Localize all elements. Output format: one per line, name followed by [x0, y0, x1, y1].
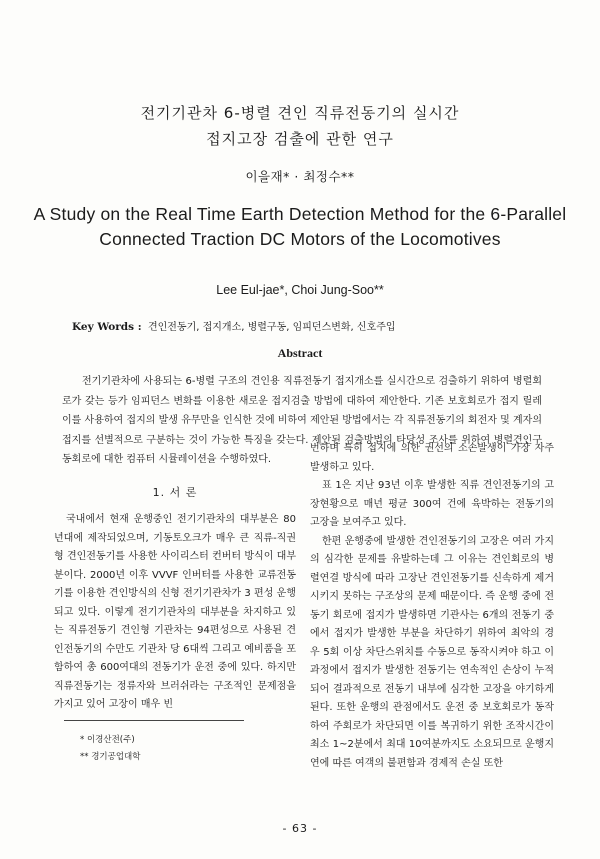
right-paragraph-1: 번하며 특히 접지에 의한 권선의 소손발생이 가장 자주 발생하고 있다. [310, 443, 554, 473]
keywords-value: 견인전동기, 접지개소, 병렬구동, 임피던스변화, 신호주입 [147, 322, 396, 333]
page-number: - 63 - [282, 822, 318, 835]
korean-title [0, 103, 600, 149]
right-paragraph-3: 한편 운행중에 발생한 견인전동기의 고장은 여러 가지의 심각한 문제를 유발하는데 그 이유는 견인회로의 병렬연결 방식에 따라 고장난 견인전동기를 신속하게 제거시키지 못하는 구조상의 문제 때문이다. 즉 운행 중에 전동기 회로에 접지가 발생하면 기관사는 6개의 전동기 중에서 접지가 발생한 부분을 차단하기 위하여 최악의 경우 5회 이상 차단스위치를 수동으로 동작시켜야 하고 이 과정에서 접지가 발생한 전동기는 연속적인 손상이 누적되어 결과적으로 전동기 내부에 심각한 고장을 야기하게 된다. 또한 운행의 관점에서도 운전 중 보호회로가 동작하여 주회로가 차단되면 이를 복귀하기 위한 조작시간이 최소 1~2분에서 최대 10여분까지도 소요되므로 운행지연에 따른 여객의 불편함과 경제적 손실 또한 [310, 535, 554, 769]
right-paragraph-2: 표 1은 지난 93년 이후 발생한 직류 견인전동기의 고장현황으로 매년 평균 300여 건에 육박하는 전동기의 고장을 보여주고 있다. [310, 480, 554, 528]
section-heading-introduction: 1. 서 론 [152, 486, 198, 499]
korean-title-line1: 전기기관차 6-병렬 견인 직류전동기의 실시간 [140, 104, 460, 122]
footnote-affiliation-1: * 이경산전(주) [80, 735, 135, 745]
footnote-divider [64, 720, 244, 721]
abstract-heading: Abstract [277, 346, 323, 360]
keywords [72, 318, 542, 333]
english-title-line1: A Study on the Real Time Earth Detection Method for the 6-Parallel [33, 204, 567, 224]
abstract-body: 전기기관차에 사용되는 6-병렬 구조의 견인용 직류전동기 접지개소를 실시간으로 검출하기 위하여 병렬회로가 갖는 등가 임피던스 변화를 이용한 새로운 접지검출 방법에 대하여 제안한다. 기존 보호회로가 접지 릴레이를 사용하여 접지의 발생 유무만을 인식한 것에 비하여 제안된 방법에서는 각 직류전동기의 회전자 및 계자의 접지를 선별적으로 구분하는 것이 가능한 특징을 갖는다. 제안된 검출방법의 타당성 조사를 위하여 병렬견인구동회로에 대한 컴퓨터 시뮬레이션을 수행하였다. [62, 376, 542, 466]
left-column [54, 511, 296, 715]
english-authors: Lee Eul-jae*, Choi Jung-Soo** [216, 283, 384, 297]
right-column [310, 440, 554, 773]
korean-title-line2: 접지고장 검출에 관한 연구 [206, 130, 394, 148]
english-title-line2: Connected Traction DC Motors of the Locomotives [99, 229, 501, 249]
footnote-affiliation-2: ** 경기공업대학 [80, 752, 141, 762]
english-title [0, 202, 600, 252]
intro-paragraph-1: 국내에서 현재 운행중인 전기기관차의 대부분은 80년대에 제작되었으며, 기동토오크가 매우 큰 직류-직권형 견인전동기를 사용한 사이리스터 컨버터 방식이 대부분이다. 2000년 이후 VVVF 인버터를 사용한 교류전동기를 이용한 견인방식의 신형 전기기관차가 3 편성 운행되고 있다. 이렇게 전기기관차의 대부분을 차지하고 있는 직류전동기 견인형 기관차는 94편성으로 사용된 견인전동기의 수만도 기관차 당 6대씩 그리고 예비품을 포함하여 총 600여대의 전동기가 운전 중에 있다. 하지만 직류전동기는 정류자와 브러쉬라는 구조적인 문제점을 가지고 있어 고장이 매우 빈 [54, 514, 296, 710]
korean-authors: 이을재* · 최정수** [245, 169, 355, 184]
keywords-label: Key Words : [72, 321, 142, 333]
